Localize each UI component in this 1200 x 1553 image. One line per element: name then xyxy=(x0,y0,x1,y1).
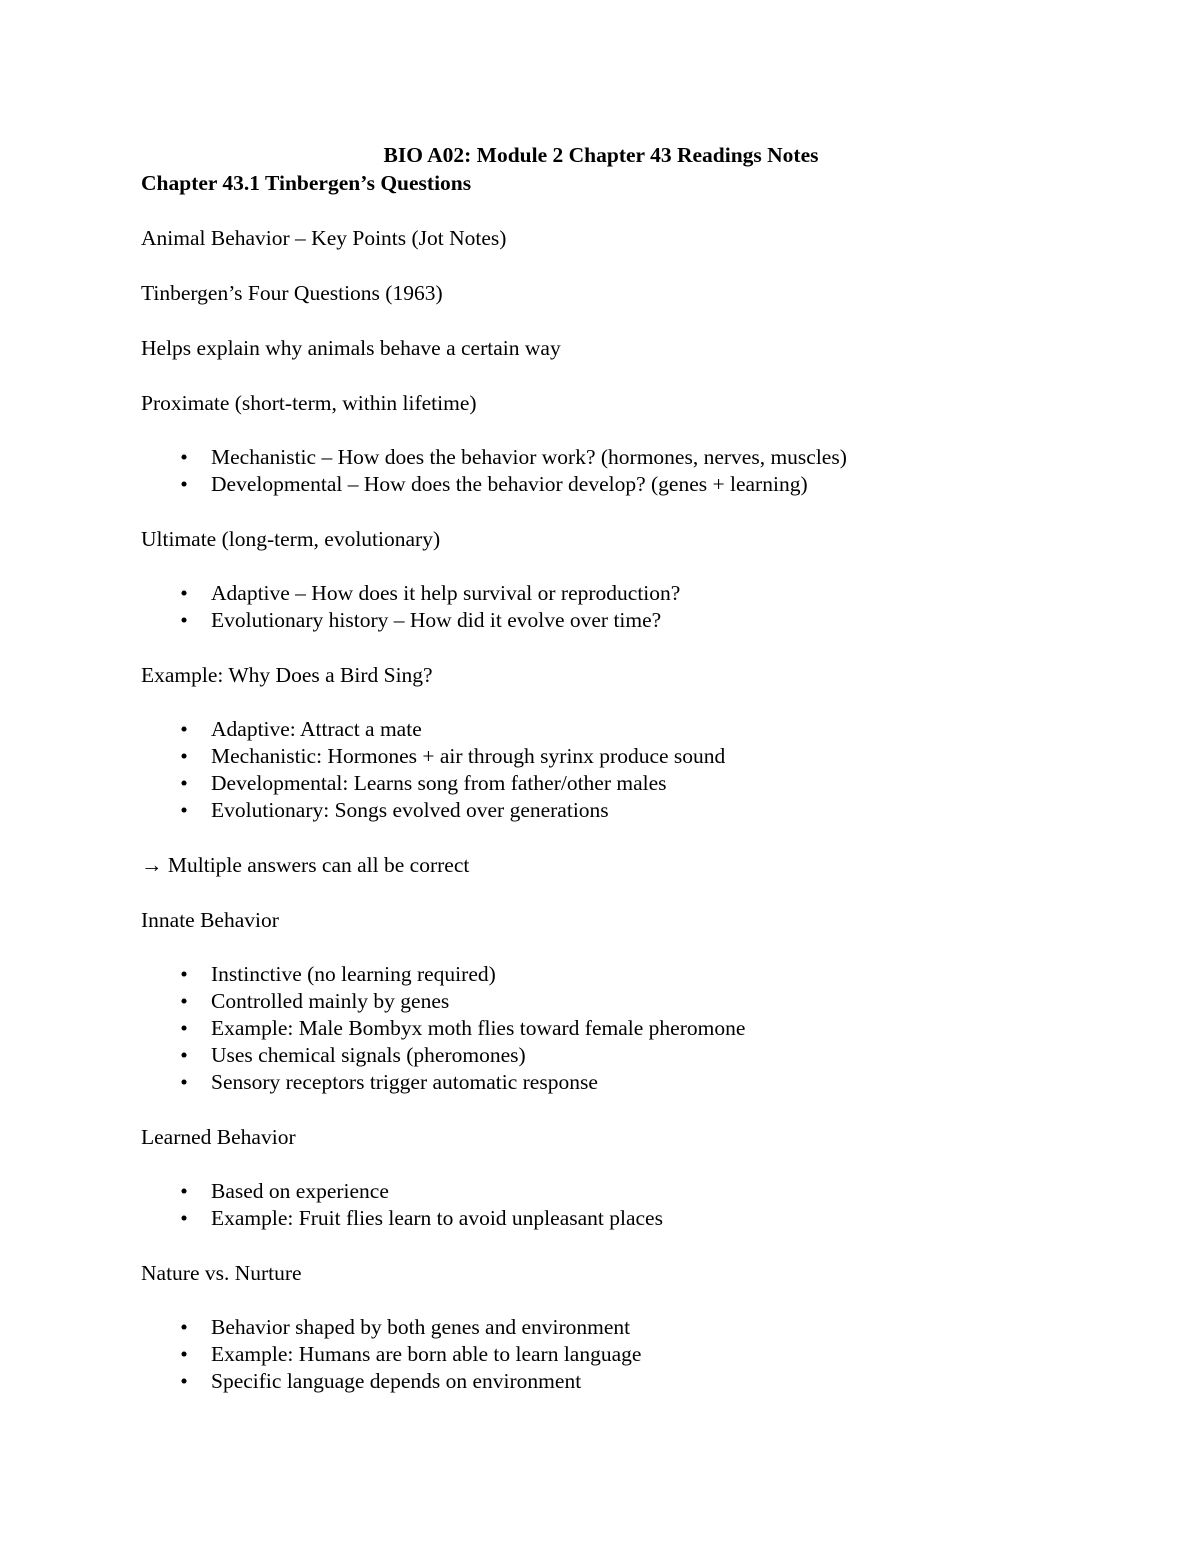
list-item-text: Mechanistic – How does the behavior work? (hormones, nerves, muscles) xyxy=(211,445,847,469)
list-item xyxy=(141,1314,1061,1341)
list-item-text: Behavior shaped by both genes and environment xyxy=(211,1315,631,1339)
multiple-answers-line: → Multiple answers can all be correct xyxy=(141,853,470,877)
ultimate-heading: Ultimate (long-term, evolutionary) xyxy=(141,527,441,551)
list-item-text: Evolutionary: Songs evolved over generations xyxy=(211,798,609,822)
nature-nurture-list xyxy=(141,1314,1061,1395)
bullet-icon: • xyxy=(180,771,188,795)
list-item-text: Uses chemical signals (pheromones) xyxy=(211,1043,526,1067)
bullet-icon: • xyxy=(180,1315,188,1339)
chapter-heading: Chapter 43.1 Tinbergen’s Questions xyxy=(141,171,472,195)
list-item-text: Adaptive – How does it help survival or reproduction? xyxy=(211,581,681,605)
bullet-icon: • xyxy=(180,1342,188,1366)
list-item xyxy=(141,1015,1061,1042)
list-item-text: Specific language depends on environment xyxy=(211,1369,582,1393)
list-item-text: Mechanistic: Hormones + air through syrinx produce sound xyxy=(211,744,726,768)
four-questions-line: Tinbergen’s Four Questions (1963) xyxy=(141,281,443,305)
list-item xyxy=(141,743,1061,770)
bullet-icon: • xyxy=(180,472,188,496)
list-item xyxy=(141,1205,1061,1232)
bullet-icon: • xyxy=(180,1206,188,1230)
bullet-icon: • xyxy=(180,1043,188,1067)
document-title: BIO A02: Module 2 Chapter 43 Readings Notes xyxy=(383,143,819,167)
innate-heading: Innate Behavior xyxy=(141,908,279,932)
bullet-icon: • xyxy=(180,962,188,986)
list-item xyxy=(141,607,1061,634)
bullet-icon: • xyxy=(180,798,188,822)
list-item-text: Based on experience xyxy=(211,1179,389,1203)
list-item xyxy=(141,1368,1061,1395)
bullet-icon: • xyxy=(180,1070,188,1094)
list-item-text: Developmental: Learns song from father/other males xyxy=(211,771,667,795)
list-item-text: Adaptive: Attract a mate xyxy=(211,717,422,741)
bullet-icon: • xyxy=(180,717,188,741)
list-item-text: Example: Fruit flies learn to avoid unpleasant places xyxy=(211,1206,663,1230)
bird-example-heading: Example: Why Does a Bird Sing? xyxy=(141,663,433,687)
innate-list xyxy=(141,961,1061,1096)
list-item-text: Developmental – How does the behavior develop? (genes + learning) xyxy=(211,472,808,496)
helps-explain-line: Helps explain why animals behave a certain way xyxy=(141,336,561,360)
list-item xyxy=(141,961,1061,988)
proximate-list xyxy=(141,444,1061,498)
learned-heading: Learned Behavior xyxy=(141,1125,296,1149)
list-item xyxy=(141,1069,1061,1096)
list-item-text: Example: Humans are born able to learn language xyxy=(211,1342,642,1366)
list-item xyxy=(141,716,1061,743)
list-item xyxy=(141,1341,1061,1368)
list-item-text: Evolutionary history – How did it evolve over time? xyxy=(211,608,662,632)
list-item-text: Instinctive (no learning required) xyxy=(211,962,496,986)
document-body xyxy=(141,141,1061,1422)
list-item xyxy=(141,1178,1061,1205)
list-item xyxy=(141,797,1061,824)
bullet-icon: • xyxy=(180,1369,188,1393)
key-points-line: Animal Behavior – Key Points (Jot Notes) xyxy=(141,226,507,250)
bullet-icon: • xyxy=(180,1016,188,1040)
learned-list xyxy=(141,1178,1061,1232)
list-item-text: Controlled mainly by genes xyxy=(211,989,450,1013)
bird-example-list xyxy=(141,716,1061,824)
ultimate-list xyxy=(141,580,1061,634)
list-item-text: Sensory receptors trigger automatic response xyxy=(211,1070,598,1094)
bullet-icon: • xyxy=(180,1179,188,1203)
nature-nurture-heading: Nature vs. Nurture xyxy=(141,1261,302,1285)
proximate-heading: Proximate (short-term, within lifetime) xyxy=(141,391,477,415)
bullet-icon: • xyxy=(180,445,188,469)
bullet-icon: • xyxy=(180,744,188,768)
bullet-icon: • xyxy=(180,608,188,632)
list-item xyxy=(141,1042,1061,1069)
list-item xyxy=(141,471,1061,498)
list-item-text: Example: Male Bombyx moth flies toward female pheromone xyxy=(211,1016,746,1040)
list-item xyxy=(141,770,1061,797)
list-item xyxy=(141,580,1061,607)
list-item xyxy=(141,444,1061,471)
list-item xyxy=(141,988,1061,1015)
bullet-icon: • xyxy=(180,581,188,605)
bullet-icon: • xyxy=(180,989,188,1013)
